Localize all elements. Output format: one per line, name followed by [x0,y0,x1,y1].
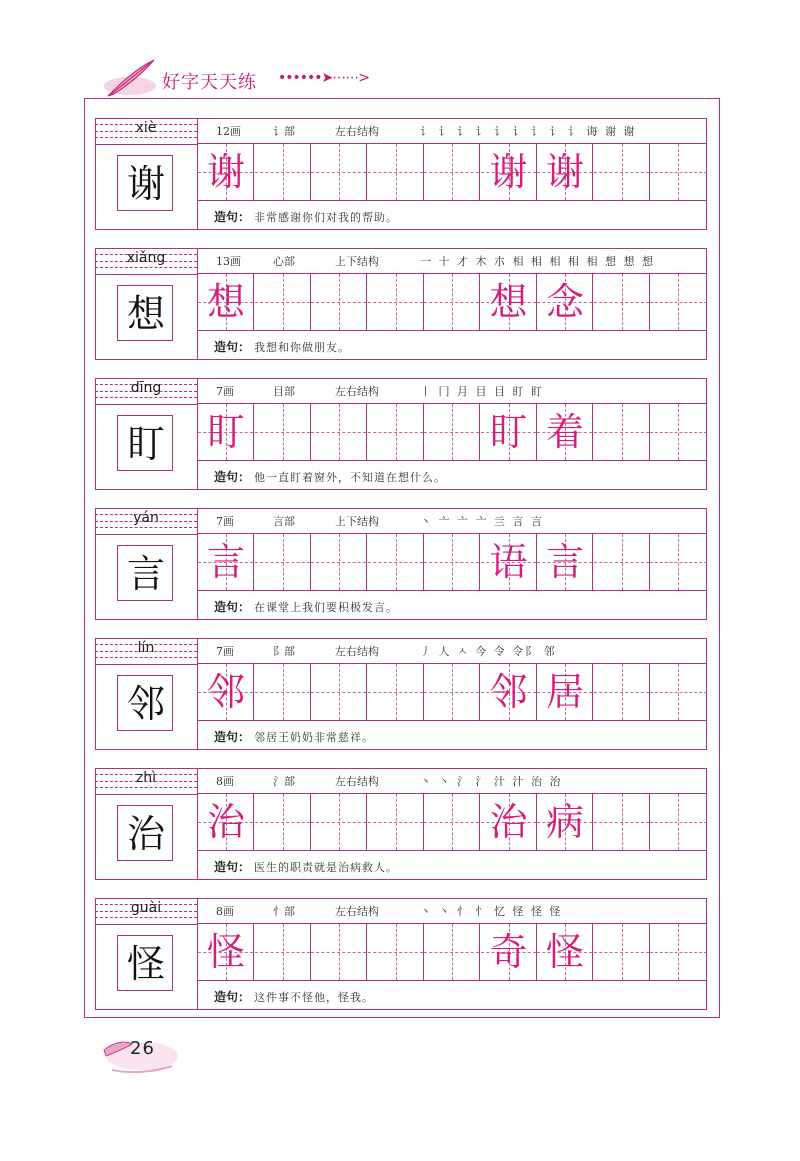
radical: 阝部 [273,645,295,658]
grid-guide-horizontal [255,302,310,303]
grid-guide-horizontal [255,562,310,563]
pinyin-lines [95,768,197,794]
writing-cell[interactable] [424,274,480,330]
grid-guide-horizontal [424,302,479,303]
grid-guide-horizontal [368,562,423,563]
structure: 左右结构 [335,775,379,788]
writing-cell[interactable] [255,664,311,720]
word-character-1: 邻 [489,670,528,714]
writing-grid [198,404,707,460]
grid-guide-horizontal [368,172,423,173]
stroke-count: 8画 [216,905,234,918]
writing-cell[interactable] [650,924,707,980]
writing-cell[interactable] [481,144,537,200]
model-character: 怪 [126,942,165,986]
grid-guide-horizontal [311,302,366,303]
structure: 上下结构 [335,515,379,528]
trace-character: 谢 [206,150,245,194]
stroke-count: 8画 [216,775,234,788]
writing-cell[interactable] [255,274,311,330]
example-sentence: 在课堂上我们要积极发言。 [254,601,398,614]
writing-cell[interactable] [537,794,593,850]
writing-cell[interactable] [594,534,650,590]
example-sentence: 医生的职责就是治病救人。 [254,861,398,874]
info-row [198,118,707,144]
pinyin-lines [95,508,197,534]
trace-character: 盯 [206,410,245,454]
radical: 氵部 [273,775,295,788]
model-character-box [117,675,173,731]
writing-cell[interactable] [537,534,593,590]
sentence-row [198,850,707,880]
word-character-1: 想 [489,280,528,324]
writing-cell[interactable] [650,664,707,720]
writing-cell[interactable] [424,664,480,720]
info-row [198,768,707,794]
grid-guide-horizontal [424,952,479,953]
word-character-2: 言 [545,540,584,584]
writing-cell[interactable] [255,144,311,200]
writing-cell[interactable] [198,664,254,720]
writing-cell[interactable] [650,794,707,850]
word-character-2: 念 [545,280,584,324]
stroke-order: 丶 亠 亠 亠 亖 言 言 [420,515,544,528]
structure: 左右结构 [335,905,379,918]
grid-guide-horizontal [368,952,423,953]
pinyin-lines [95,378,197,404]
writing-cell[interactable] [368,924,424,980]
info-row [198,378,707,404]
radical: 言部 [273,515,295,528]
writing-cell[interactable] [650,274,707,330]
stroke-count: 13画 [216,255,241,268]
sentence-label: 造句： [214,860,251,874]
word-character-2: 怪 [545,930,584,974]
grid-guide-horizontal [594,692,649,693]
writing-cell[interactable] [311,664,367,720]
structure: 左右结构 [335,125,379,138]
pinyin-lines [95,898,197,924]
grid-guide-horizontal [594,172,649,173]
writing-cell[interactable] [537,924,593,980]
stroke-count: 7画 [216,385,234,398]
structure: 上下结构 [335,255,379,268]
writing-cell[interactable] [424,924,480,980]
model-character-box [117,545,173,601]
stroke-order: 一 十 才 木 朩 相 相 相 相 相 想 想 想 [420,255,655,268]
trace-character: 治 [206,800,245,844]
grid-guide-horizontal [255,692,310,693]
writing-cell[interactable] [311,534,367,590]
writing-cell[interactable] [368,534,424,590]
writing-cell[interactable] [424,534,480,590]
sentence-row [198,590,707,620]
stroke-count: 7画 [216,645,234,658]
sentence-row [198,200,707,230]
writing-cell[interactable] [481,794,537,850]
grid-guide-horizontal [255,822,310,823]
grid-guide-horizontal [368,692,423,693]
info-row [198,638,707,664]
writing-cell[interactable] [594,144,650,200]
writing-cell[interactable] [481,534,537,590]
trace-character: 想 [206,280,245,324]
grid-guide-horizontal [650,692,707,693]
page-header [100,56,460,100]
sentence-row [198,460,707,490]
stroke-count: 12画 [216,125,241,138]
grid-guide-horizontal [594,302,649,303]
grid-guide-horizontal [311,562,366,563]
writing-cell[interactable] [537,274,593,330]
sentence-row [198,980,707,1010]
word-character-1: 语 [489,540,528,584]
structure: 左右结构 [335,385,379,398]
writing-cell[interactable] [537,404,593,460]
grid-guide-horizontal [650,302,707,303]
pinyin: guài [130,900,162,916]
header-arrow: ••••••➤⋯⋯> [278,70,370,86]
grid-guide-horizontal [594,432,649,433]
grid-guide-horizontal [594,562,649,563]
grid-guide-horizontal [650,432,707,433]
model-character-box [117,805,173,861]
writing-cell[interactable] [368,664,424,720]
sentence-label: 造句： [214,340,251,354]
grid-guide-horizontal [255,172,310,173]
info-row [198,508,707,534]
character-unit [95,118,707,230]
example-sentence: 非常感谢你们对我的帮助。 [254,211,398,224]
grid-guide-horizontal [255,952,310,953]
grid-guide-horizontal [424,172,479,173]
grid-guide-horizontal [650,172,707,173]
grid-guide-horizontal [311,692,366,693]
info-row [198,248,707,274]
writing-cell[interactable] [594,924,650,980]
model-character-box [117,415,173,471]
stroke-order: 丶 丶 氵 氵 汁 汁 治 治 [420,775,563,788]
word-character-2: 病 [545,800,584,844]
model-character: 谢 [126,162,165,206]
word-character-2: 着 [545,410,584,454]
writing-cell[interactable] [255,534,311,590]
sentence-row [198,330,707,360]
character-unit [95,248,707,360]
stroke-order: 讠 讠 讠 讠 讠 讠 讠 讠 讠 诲 谢 谢 [420,125,637,138]
page-number-badge [102,1030,182,1080]
example-sentence: 邻居王奶奶非常慈祥。 [254,731,374,744]
model-character: 言 [126,552,165,596]
grid-guide-horizontal [650,562,707,563]
writing-cell[interactable] [481,664,537,720]
sentence-label: 造句： [214,730,251,744]
writing-grid [198,794,707,850]
feather-pen-icon [100,56,160,100]
model-character-box [117,935,173,991]
pinyin: zhì [135,770,157,786]
writing-grid [198,274,707,330]
writing-cell[interactable] [368,404,424,460]
example-sentence: 这件事不怪他，怪我。 [254,991,374,1004]
writing-cell[interactable] [424,404,480,460]
grid-guide-horizontal [368,822,423,823]
word-character-2: 居 [545,670,584,714]
stroke-order: 丨 冂 月 目 目 盯 盯 [420,385,544,398]
example-sentence: 我想和你做朋友。 [254,341,350,354]
writing-cell[interactable] [594,664,650,720]
trace-character: 邻 [206,670,245,714]
writing-cell[interactable] [198,534,254,590]
writing-cell[interactable] [311,144,367,200]
pinyin: yán [133,510,159,526]
sentence-label: 造句： [214,600,251,614]
writing-cell[interactable] [198,924,254,980]
writing-cell[interactable] [481,924,537,980]
writing-cell[interactable] [255,794,311,850]
sentence-label: 造句： [214,210,251,224]
radical: 讠部 [273,125,295,138]
writing-cell[interactable] [481,274,537,330]
writing-cell[interactable] [198,144,254,200]
writing-cell[interactable] [594,794,650,850]
character-unit [95,378,707,490]
writing-cell[interactable] [198,274,254,330]
header-title: 好字天天练 [162,72,257,93]
writing-grid [198,144,707,200]
writing-cell[interactable] [311,274,367,330]
grid-guide-horizontal [424,562,479,563]
info-row [198,898,707,924]
sentence-row [198,720,707,750]
character-unit [95,898,707,1010]
grid-guide-horizontal [368,432,423,433]
trace-character: 怪 [206,930,245,974]
sentence-label: 造句： [214,470,251,484]
pinyin: dīng [130,380,162,396]
writing-cell[interactable] [650,404,707,460]
writing-cell[interactable] [594,274,650,330]
writing-cell[interactable] [311,794,367,850]
writing-cell[interactable] [424,144,480,200]
model-character: 想 [126,292,165,336]
pinyin-lines [95,638,197,664]
writing-cell[interactable] [198,404,254,460]
grid-guide-horizontal [255,432,310,433]
grid-guide-horizontal [311,172,366,173]
writing-cell[interactable] [368,794,424,850]
grid-guide-horizontal [311,952,366,953]
word-character-1: 治 [489,800,528,844]
pinyin: xiǎng [126,250,166,266]
writing-cell[interactable] [198,794,254,850]
pinyin-lines [95,118,197,144]
grid-guide-horizontal [424,692,479,693]
example-sentence: 他一直盯着窗外，不知道在想什么。 [254,471,446,484]
writing-cell[interactable] [368,144,424,200]
word-character-1: 盯 [489,410,528,454]
grid-guide-horizontal [594,952,649,953]
word-character-1: 奇 [489,930,528,974]
model-character: 治 [126,812,165,856]
writing-cell[interactable] [650,534,707,590]
writing-cell[interactable] [311,924,367,980]
grid-guide-horizontal [650,822,707,823]
grid-guide-horizontal [594,822,649,823]
trace-character: 言 [206,540,245,584]
grid-guide-horizontal [650,952,707,953]
character-unit [95,638,707,750]
grid-guide-horizontal [368,302,423,303]
word-character-2: 谢 [545,150,584,194]
writing-cell[interactable] [537,144,593,200]
character-unit [95,508,707,620]
writing-cell[interactable] [650,144,707,200]
writing-grid [198,664,707,720]
writing-cell[interactable] [255,404,311,460]
writing-grid [198,534,707,590]
grid-guide-horizontal [311,822,366,823]
writing-cell[interactable] [424,794,480,850]
word-character-1: 谢 [489,150,528,194]
pinyin: lín [137,640,155,656]
structure: 左右结构 [335,645,379,658]
pinyin-lines [95,248,197,274]
page-number: 26 [130,1038,155,1059]
stroke-order: 丶 丶 忄 忄 忆 怪 怪 怪 [420,905,563,918]
writing-cell[interactable] [255,924,311,980]
writing-cell[interactable] [481,404,537,460]
sentence-label: 造句： [214,990,251,1004]
writing-cell[interactable] [368,274,424,330]
writing-grid [198,924,707,980]
model-character-box [117,285,173,341]
radical: 心部 [273,255,295,268]
grid-guide-horizontal [311,432,366,433]
pinyin: xiè [135,120,157,136]
radical: 忄部 [273,905,295,918]
writing-cell[interactable] [311,404,367,460]
model-character-box [117,155,173,211]
writing-cell[interactable] [537,664,593,720]
model-character: 邻 [126,682,165,726]
grid-guide-horizontal [424,822,479,823]
model-character: 盯 [126,422,165,466]
character-unit [95,768,707,880]
grid-guide-horizontal [424,432,479,433]
radical: 目部 [273,385,295,398]
writing-cell[interactable] [594,404,650,460]
stroke-count: 7画 [216,515,234,528]
stroke-order: 丿 人 ㅅ 今 令 令阝 邻 [420,645,557,658]
